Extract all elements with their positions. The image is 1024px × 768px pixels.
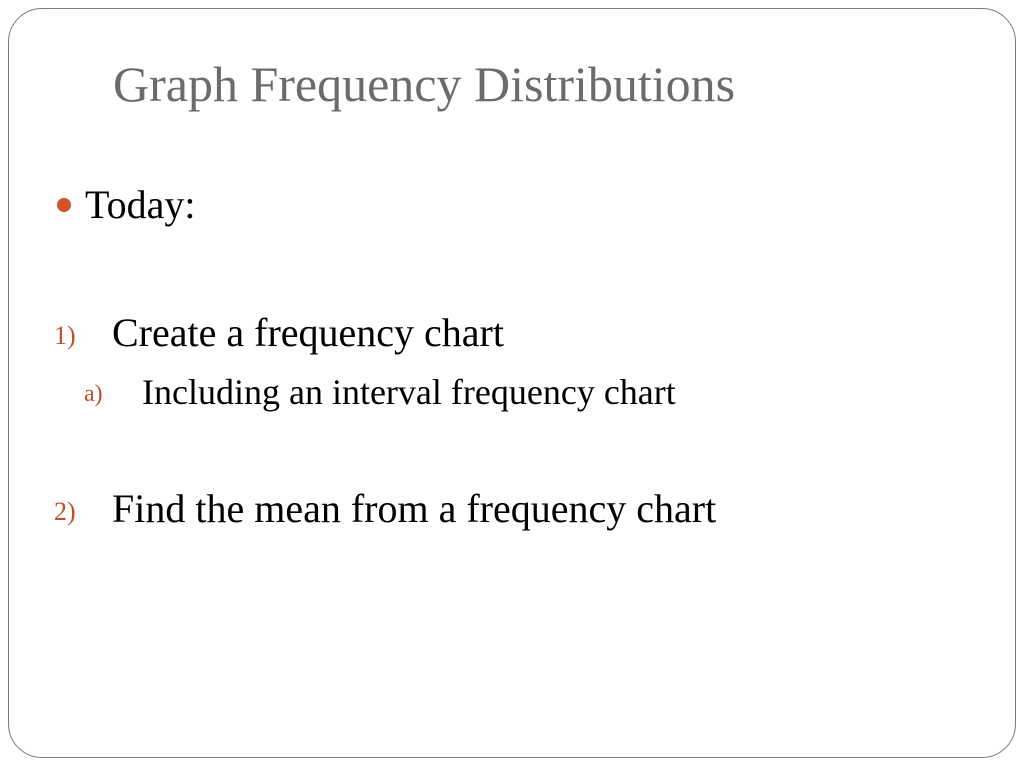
slide-frame xyxy=(8,8,1016,758)
list-item-text: Find the mean from a frequency chart xyxy=(112,486,717,531)
list-item-text: Create a frequency chart xyxy=(112,310,504,355)
sub-list-item-text: Including an interval frequency chart xyxy=(142,372,676,412)
list-marker: 1) xyxy=(54,321,76,350)
bullet-dot-icon xyxy=(57,198,71,212)
slide-title: Graph Frequency Distributions xyxy=(113,56,736,112)
sub-list-marker: a) xyxy=(84,381,103,407)
list-marker: 2) xyxy=(54,497,76,526)
bullet-text: Today: xyxy=(85,182,196,227)
